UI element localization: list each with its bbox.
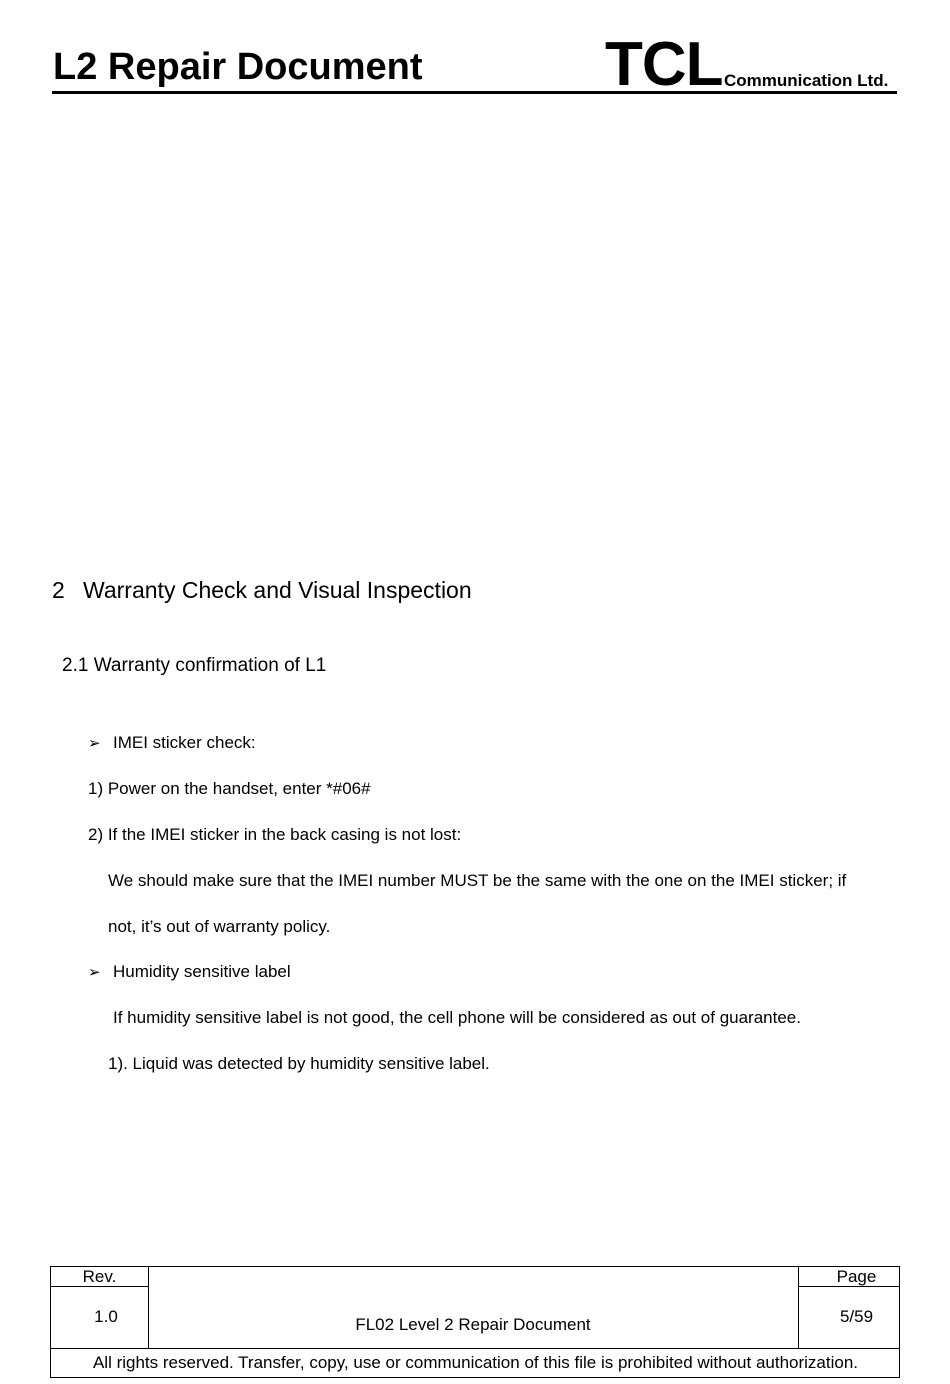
subsection-heading: 2.1 Warranty confirmation of L1 bbox=[62, 655, 327, 676]
document-title: L2 Repair Document bbox=[53, 46, 423, 88]
page-label: Page bbox=[836, 1267, 877, 1286]
tcl-logo: TCL bbox=[605, 30, 723, 99]
header-underline bbox=[52, 91, 897, 94]
step-2-detail-line-2: not, it’s out of warranty policy. bbox=[108, 917, 331, 936]
imei-bullet-item bbox=[88, 733, 256, 753]
page-value: 5/59 bbox=[839, 1307, 874, 1326]
rights-notice: All rights reserved. Transfer, copy, use or communication of this file is prohibited without authorization. bbox=[92, 1353, 859, 1372]
rev-label: Rev. bbox=[82, 1267, 117, 1286]
footer-table bbox=[50, 1266, 900, 1378]
company-name: Communication Ltd. bbox=[724, 71, 889, 90]
section-number: 2 bbox=[52, 577, 65, 603]
arrow-bullet-icon: ➢ bbox=[88, 964, 101, 981]
step-2: 2) If the IMEI sticker in the back casing is not lost: bbox=[88, 825, 462, 844]
rev-value: 1.0 bbox=[94, 1307, 118, 1326]
step-1: 1) Power on the handset, enter *#06# bbox=[88, 779, 371, 798]
section-heading bbox=[52, 577, 472, 605]
step-2-detail-line-1: We should make sure that the IMEI number MUST be the same with the one on the IMEI sticker; if bbox=[108, 871, 847, 890]
rights-row-divider bbox=[51, 1348, 900, 1349]
imei-heading: IMEI sticker check: bbox=[113, 733, 256, 752]
footer-document-name: FL02 Level 2 Repair Document bbox=[355, 1315, 591, 1334]
humidity-heading: Humidity sensitive label bbox=[113, 962, 291, 981]
arrow-bullet-icon: ➢ bbox=[88, 735, 101, 752]
humidity-bullet-item bbox=[88, 962, 291, 982]
humidity-detail: If humidity sensitive label is not good, the cell phone will be considered as out of guarantee. bbox=[113, 1008, 801, 1027]
section-title: Warranty Check and Visual Inspection bbox=[83, 577, 472, 603]
humidity-item-1: 1). Liquid was detected by humidity sensitive label. bbox=[108, 1054, 490, 1073]
